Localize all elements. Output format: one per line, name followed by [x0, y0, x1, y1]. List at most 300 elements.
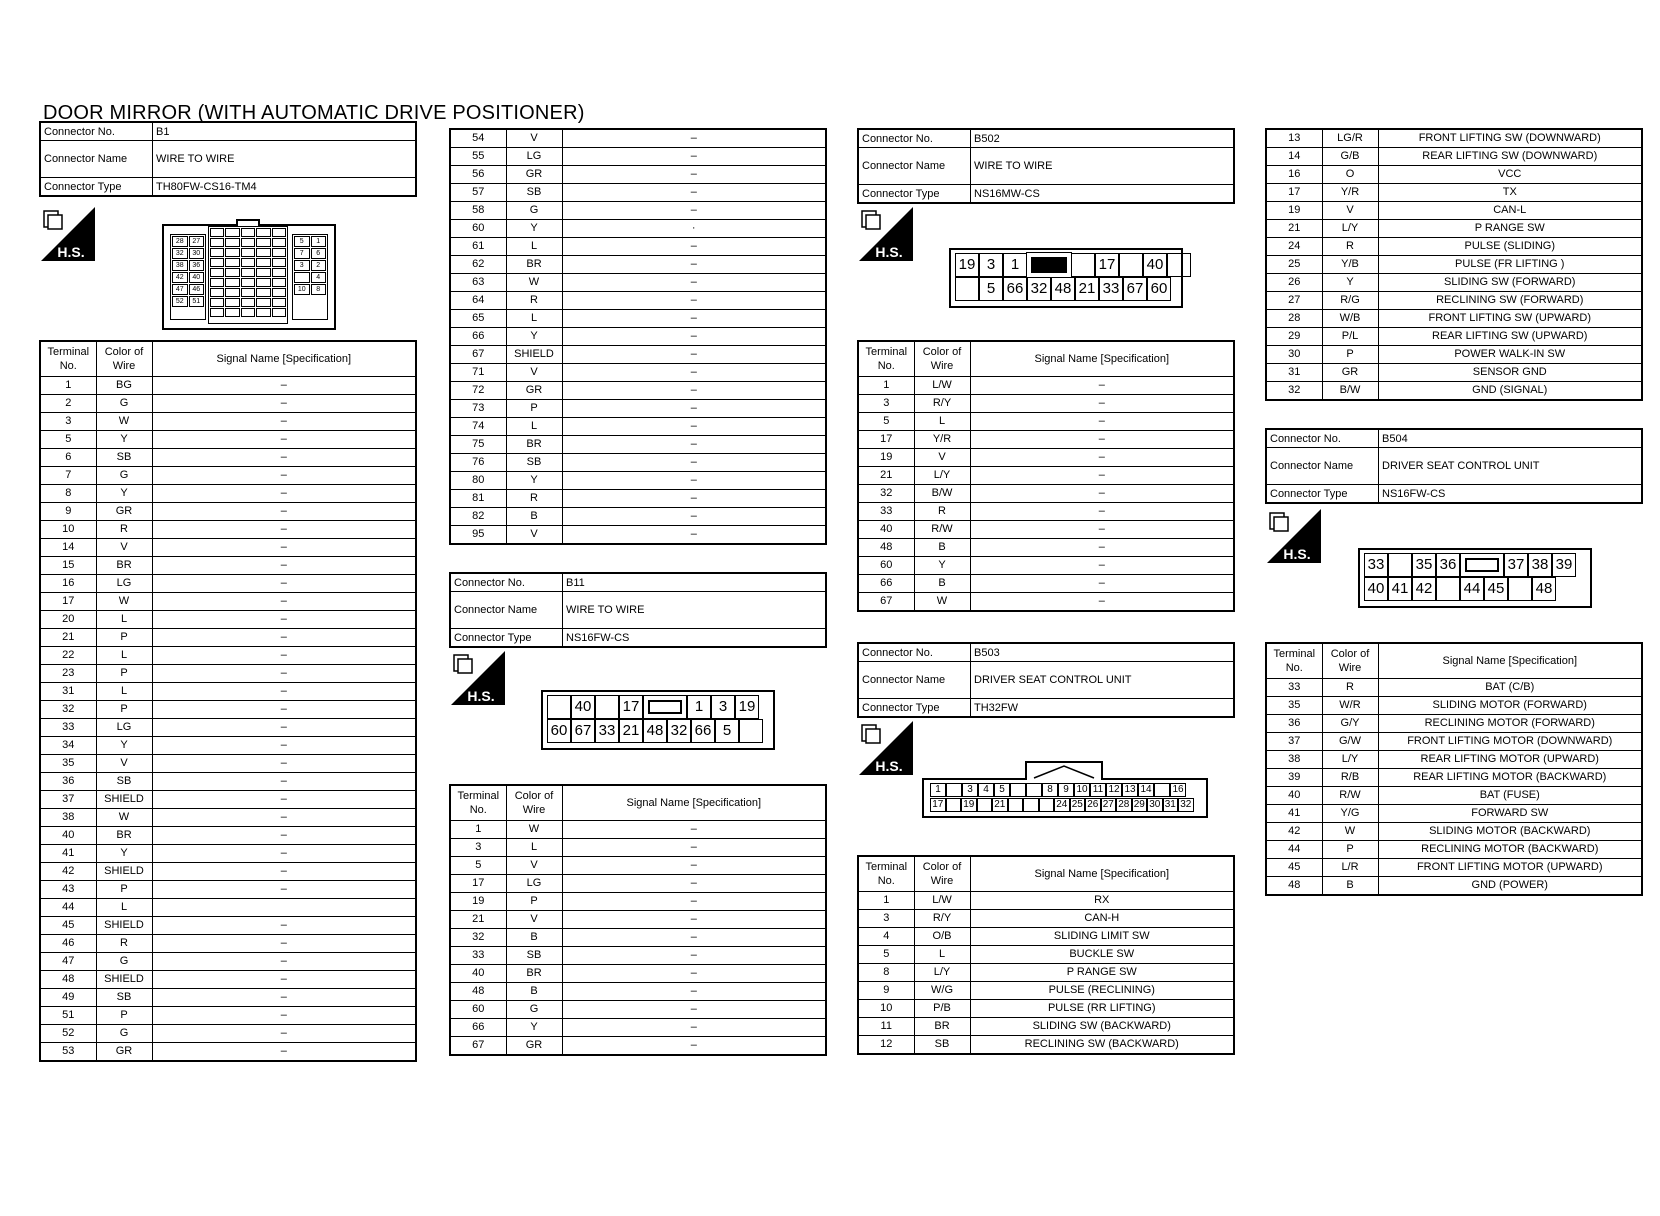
wire-color-cell: R/W [1322, 787, 1378, 805]
wire-color-cell: V [1322, 202, 1378, 220]
connector-pin: 8 [1042, 783, 1058, 797]
table-row [450, 166, 826, 184]
table-row [858, 521, 1234, 539]
terminal-no-cell: 71 [450, 364, 506, 382]
signal-name-cell: RECLINING SW (FORWARD) [1378, 292, 1642, 310]
connector-pin: 51 [189, 296, 205, 307]
connector-pin-cavity [225, 298, 239, 307]
signal-name-cell: – [152, 971, 416, 989]
table-row [1266, 328, 1642, 346]
wire-color-cell: Y/G [1322, 805, 1378, 823]
table-row [40, 521, 416, 539]
wire-color-cell: P [96, 1007, 152, 1025]
connector-name-value: WIRE TO WIRE [153, 141, 417, 178]
wire-color-cell: B [914, 575, 970, 593]
table-row [450, 364, 826, 382]
wire-color-cell: V [506, 857, 562, 875]
terminal-no-cell: 55 [450, 148, 506, 166]
signal-name-cell: PULSE (RECLINING) [970, 982, 1234, 1000]
wire-color-cell: R [96, 935, 152, 953]
terminal-no-cell: 14 [1266, 148, 1322, 166]
signal-name-cell: REAR LIFTING MOTOR (UPWARD) [1378, 751, 1642, 769]
connector-pin: 11 [1090, 783, 1106, 797]
wire-color-cell: V [506, 526, 562, 545]
hs-label: H.S. [875, 244, 903, 260]
wire-color-cell: R [1322, 679, 1378, 697]
wire-color-cell: V [914, 449, 970, 467]
connector-pin [1154, 783, 1170, 797]
connector-type-label: Connector Type [858, 185, 971, 204]
wire-color-cell: SB [96, 773, 152, 791]
connector-pin: 37 [1504, 553, 1528, 577]
terminal-no-cell: 48 [858, 539, 914, 557]
connector-pin-cavity [241, 238, 255, 247]
terminal-no-cell: 13 [1266, 129, 1322, 148]
wire-color-cell: V [96, 539, 152, 557]
connector-pin: 4 [311, 272, 327, 283]
connector-pin: 8 [311, 284, 327, 295]
terminal-no-cell: 5 [40, 431, 96, 449]
terminal-no-cell: 56 [450, 166, 506, 184]
b1-left-block [170, 234, 206, 320]
table-row [450, 875, 826, 893]
wire-color-cell: BR [506, 256, 562, 274]
wire-color-cell: Y [96, 431, 152, 449]
connector-pin-cavity [241, 248, 255, 257]
signal-name-cell: – [562, 508, 826, 526]
signal-header: Signal Name [Specification] [562, 785, 826, 821]
wire-color-cell: B/W [1322, 382, 1378, 401]
connector-pin-cavity [210, 258, 224, 267]
wire-color-cell: L/Y [914, 467, 970, 485]
connector-pin-cavity [225, 248, 239, 257]
connector-pin-cavity [225, 278, 239, 287]
terminal-no-cell: 40 [858, 521, 914, 539]
signal-name-cell: SLIDING SW (BACKWARD) [970, 1018, 1234, 1036]
table-row [40, 845, 416, 863]
table-row [858, 593, 1234, 612]
connector-pin-cavity [272, 278, 286, 287]
wire-color-cell: L/W [914, 892, 970, 910]
signal-name-cell: – [562, 929, 826, 947]
terminal-no-cell: 40 [40, 827, 96, 845]
connector-pin: 17 [1095, 253, 1119, 277]
connector-pin-cavity [241, 298, 255, 307]
connector-no-value: B502 [971, 129, 1235, 148]
terminal-no-cell: 41 [1266, 805, 1322, 823]
terminal-no-cell: 54 [450, 129, 506, 148]
terminal-no-cell: 33 [450, 947, 506, 965]
terminal-no-cell: 57 [450, 184, 506, 202]
signal-name-cell: – [562, 839, 826, 857]
color-header: Color of Wire [506, 785, 562, 821]
terminal-no-cell: 15 [40, 557, 96, 575]
connector-pin [1008, 798, 1024, 812]
terminal-no-cell: 8 [858, 964, 914, 982]
terminal-no-cell: 61 [450, 238, 506, 256]
signal-name-cell: – [562, 256, 826, 274]
connector-face-b1 [162, 224, 336, 330]
signal-name-cell: – [152, 845, 416, 863]
connector-pin: 38 [172, 260, 188, 271]
wire-color-cell: B/W [914, 485, 970, 503]
connector-pin [955, 277, 979, 301]
signal-name-cell: – [562, 129, 826, 148]
table-row [40, 611, 416, 629]
connector-pin: 46 [189, 284, 205, 295]
connector-pin: 26 [1085, 798, 1101, 812]
signal-name-cell: – [152, 521, 416, 539]
signal-name-cell: – [152, 701, 416, 719]
wire-color-cell: G/Y [1322, 715, 1378, 733]
connector-pin: 67 [1123, 277, 1147, 301]
terminal-no-cell: 66 [858, 575, 914, 593]
terminal-no-cell: 60 [450, 220, 506, 238]
terminal-no-cell: 3 [858, 395, 914, 413]
wire-color-cell: BG [96, 377, 152, 395]
connector-pin: 67 [571, 719, 595, 743]
terminal-no-cell: 48 [1266, 877, 1322, 896]
connector-pin [1436, 577, 1460, 601]
connector-pin: 1 [687, 695, 711, 719]
terminal-no-cell: 42 [40, 863, 96, 881]
terminal-no-cell: 17 [450, 875, 506, 893]
connector-pin: 40 [571, 695, 595, 719]
wire-color-cell: R/W [914, 521, 970, 539]
wire-color-cell: P [506, 400, 562, 418]
page-title: DOOR MIRROR (WITH AUTOMATIC DRIVE POSITIONER) [43, 102, 585, 124]
signal-name-cell: – [562, 328, 826, 346]
signal-name-cell: BAT (C/B) [1378, 679, 1642, 697]
wire-color-cell: L [96, 647, 152, 665]
wire-color-cell: L [506, 418, 562, 436]
terminal-table-b11 [449, 784, 827, 1056]
signal-name-cell: – [562, 346, 826, 364]
connector-pin-cavity [256, 288, 270, 297]
table-row [40, 737, 416, 755]
wire-color-cell: B [506, 508, 562, 526]
wire-color-cell: Y [96, 737, 152, 755]
signal-name-cell: – [152, 1025, 416, 1043]
terminal-no-cell: 95 [450, 526, 506, 545]
connector-pin-cavity [272, 298, 286, 307]
table-row [858, 892, 1234, 910]
connector-pin: 10 [1074, 783, 1090, 797]
connector-name-label: Connector Name [40, 141, 153, 178]
connector-pin-cavity [272, 238, 286, 247]
connector-pin: 9 [1058, 783, 1074, 797]
connector-pin [1388, 553, 1412, 577]
table-row [450, 220, 826, 238]
b1-center-block [208, 226, 288, 324]
table-row [858, 503, 1234, 521]
terminal-no-cell: 65 [450, 310, 506, 328]
wire-color-cell: B [1322, 877, 1378, 896]
connector-pin [1071, 253, 1095, 277]
signal-name-cell: – [152, 917, 416, 935]
signal-name-cell: – [562, 166, 826, 184]
wire-color-cell: W [506, 821, 562, 839]
terminal-no-cell: 60 [858, 557, 914, 575]
signal-name-cell: P RANGE SW [1378, 220, 1642, 238]
signal-name-cell: – [562, 148, 826, 166]
wire-color-cell: LG/R [1322, 129, 1378, 148]
connector-pin: 30 [1147, 798, 1163, 812]
terminal-no-cell: 52 [40, 1025, 96, 1043]
connector-pin: 47 [172, 284, 188, 295]
connector-pin: 42 [1412, 577, 1436, 601]
wire-color-cell: P/B [914, 1000, 970, 1018]
wire-color-cell: P [1322, 346, 1378, 364]
terminal-no-cell: 3 [40, 413, 96, 431]
signal-name-cell: – [562, 526, 826, 545]
connector-pin-cavity [210, 298, 224, 307]
table-row [40, 377, 416, 395]
connector-pin: 27 [189, 236, 205, 247]
wire-color-cell: R [914, 503, 970, 521]
wire-color-cell: G/W [1322, 733, 1378, 751]
terminal-no-cell: 74 [450, 418, 506, 436]
connector-name-label: Connector Name [1266, 448, 1379, 485]
connector-face-b504 [1358, 548, 1592, 608]
connector-name-label: Connector Name [858, 662, 971, 699]
table-row [40, 989, 416, 1007]
connector-pin [1039, 798, 1055, 812]
table-row [450, 256, 826, 274]
connector-type-value: NS16MW-CS [971, 185, 1235, 204]
connector-no-value: B11 [563, 573, 827, 592]
signal-name-cell: – [152, 881, 416, 899]
table-row [1266, 859, 1642, 877]
wire-color-cell: P [506, 893, 562, 911]
wire-color-cell: Y [506, 472, 562, 490]
wire-color-cell: R [1322, 238, 1378, 256]
signal-name-cell: – [970, 539, 1234, 557]
signal-name-cell: REAR LIFTING MOTOR (BACKWARD) [1378, 769, 1642, 787]
terminal-no-cell: 21 [858, 467, 914, 485]
connector-pin: 13 [1122, 783, 1138, 797]
signal-name-cell: – [152, 503, 416, 521]
wire-color-cell: L [96, 611, 152, 629]
connector-pin-cavity [241, 278, 255, 287]
wire-color-cell: G [96, 395, 152, 413]
connector-pin: 3 [962, 783, 978, 797]
table-row [858, 449, 1234, 467]
table-row [1266, 697, 1642, 715]
wire-color-cell: W [96, 593, 152, 611]
terminal-no-cell: 17 [1266, 184, 1322, 202]
wire-color-cell: Y/B [1322, 256, 1378, 274]
signal-name-cell: – [562, 292, 826, 310]
table-row [40, 881, 416, 899]
table-row [450, 148, 826, 166]
table-row [1266, 292, 1642, 310]
connector-pin: 52 [172, 296, 188, 307]
connector-info-b504 [1265, 428, 1643, 504]
color-header: Color of Wire [96, 341, 152, 377]
connector-pin: 40 [189, 272, 205, 283]
terminal-no-cell: 9 [858, 982, 914, 1000]
connector-type-label: Connector Type [40, 178, 153, 197]
table-row [40, 413, 416, 431]
table-row [450, 893, 826, 911]
signal-name-cell: – [152, 629, 416, 647]
connector-pin [643, 695, 687, 719]
signal-name-cell: RECLINING MOTOR (FORWARD) [1378, 715, 1642, 733]
signal-name-cell: – [152, 827, 416, 845]
connector-pin: 7 [294, 248, 310, 259]
hs-label: H.S. [875, 758, 903, 774]
table-row [1266, 148, 1642, 166]
wire-color-cell: O/B [914, 928, 970, 946]
signal-name-cell: – [152, 683, 416, 701]
table-row [1266, 823, 1642, 841]
wire-color-cell: G [96, 1025, 152, 1043]
connector-pin [739, 719, 763, 743]
connector-pin: 21 [619, 719, 643, 743]
terminal-no-cell: 33 [1266, 679, 1322, 697]
connector-type-label: Connector Type [858, 699, 971, 718]
connector-pin: 33 [595, 719, 619, 743]
signal-name-cell: – [152, 575, 416, 593]
connector-pin [946, 783, 962, 797]
connector-pin: 40 [1364, 577, 1388, 601]
table-row [858, 1000, 1234, 1018]
terminal-no-cell: 67 [450, 1037, 506, 1056]
table-row [450, 472, 826, 490]
connector-pin: 32 [1178, 798, 1194, 812]
table-row [40, 791, 416, 809]
table-row [1266, 715, 1642, 733]
connector-pin-cavity [210, 268, 224, 277]
connector-pin: 19 [955, 253, 979, 277]
connector-name-value: WIRE TO WIRE [563, 592, 827, 629]
connector-pin: 2 [311, 260, 327, 271]
table-row [1266, 129, 1642, 148]
b1-right-block [292, 234, 328, 320]
signal-name-cell: · [562, 220, 826, 238]
signal-header: Signal Name [Specification] [970, 856, 1234, 892]
wire-color-cell: SHIELD [96, 971, 152, 989]
table-row [858, 910, 1234, 928]
signal-name-cell: – [152, 377, 416, 395]
wire-color-cell: L/Y [1322, 220, 1378, 238]
terminal-table-b504 [1265, 642, 1643, 896]
terminal-no-cell: 21 [1266, 220, 1322, 238]
terminal-no-cell: 66 [450, 1019, 506, 1037]
connector-pin-cavity [225, 268, 239, 277]
table-row [40, 557, 416, 575]
signal-name-cell: – [152, 809, 416, 827]
terminal-no-cell: 67 [858, 593, 914, 612]
color-header: Color of Wire [914, 856, 970, 892]
connector-no-value: B503 [971, 643, 1235, 662]
connector-pin [1460, 553, 1504, 577]
hs-icon [859, 207, 913, 261]
table-row [40, 755, 416, 773]
wire-color-cell: R/G [1322, 292, 1378, 310]
signal-name-cell: – [152, 953, 416, 971]
wire-color-cell: Y/R [914, 431, 970, 449]
table-row [858, 946, 1234, 964]
connector-name-label: Connector Name [858, 148, 971, 185]
table-row [450, 436, 826, 454]
signal-name-cell: SLIDING MOTOR (BACKWARD) [1378, 823, 1642, 841]
connector-pin [1023, 798, 1039, 812]
terminal-no-cell: 19 [450, 893, 506, 911]
connector-pin: 60 [1147, 277, 1171, 301]
connector-pin-cavity [210, 228, 224, 237]
table-row [40, 395, 416, 413]
table-row [1266, 184, 1642, 202]
connector-pin: 24 [1054, 798, 1070, 812]
terminal-no-cell: 34 [40, 737, 96, 755]
hs-icon [451, 651, 505, 705]
wire-color-cell: SHIELD [96, 791, 152, 809]
terminal-table-b503-b [1265, 128, 1643, 401]
connector-face-b502 [949, 248, 1183, 308]
table-row [450, 1037, 826, 1056]
signal-name-cell: – [152, 737, 416, 755]
signal-name-cell [152, 899, 416, 917]
connector-no-value: B1 [153, 122, 417, 141]
terminal-no-cell: 41 [40, 845, 96, 863]
terminal-no-cell: 48 [450, 983, 506, 1001]
signal-name-cell: – [562, 454, 826, 472]
connector-pin-cavity [225, 258, 239, 267]
wire-color-cell: G [506, 202, 562, 220]
connector-pin: 4 [978, 783, 994, 797]
terminal-no-cell: 48 [40, 971, 96, 989]
table-row [450, 454, 826, 472]
table-row [858, 964, 1234, 982]
terminal-no-cell: 37 [1266, 733, 1322, 751]
wire-color-cell: BR [96, 557, 152, 575]
connector-pin-cavity [256, 228, 270, 237]
signal-name-cell: – [152, 935, 416, 953]
wire-color-cell: W [506, 274, 562, 292]
signal-name-cell: – [562, 418, 826, 436]
table-row [858, 575, 1234, 593]
wire-color-cell: GR [506, 1037, 562, 1056]
signal-name-cell: – [562, 1037, 826, 1056]
signal-name-cell: – [152, 755, 416, 773]
connector-pin-cavity [210, 308, 224, 317]
signal-name-cell: – [562, 382, 826, 400]
terminal-no-cell: 5 [450, 857, 506, 875]
connector-pin: 1 [311, 236, 327, 247]
table-row [1266, 787, 1642, 805]
table-row [858, 413, 1234, 431]
table-row [1266, 877, 1642, 896]
table-row [1266, 310, 1642, 328]
wire-color-cell: SHIELD [506, 346, 562, 364]
connector-pin [1167, 253, 1191, 277]
table-row [40, 953, 416, 971]
terminal-no-cell: 40 [1266, 787, 1322, 805]
table-row [1266, 733, 1642, 751]
terminal-no-cell: 72 [450, 382, 506, 400]
terminal-no-cell: 3 [858, 910, 914, 928]
signal-name-cell: VCC [1378, 166, 1642, 184]
connector-face-b11 [541, 690, 775, 750]
wire-color-cell: B [506, 983, 562, 1001]
table-row [450, 328, 826, 346]
connector-pin-cavity [272, 228, 286, 237]
wire-color-cell: SB [506, 184, 562, 202]
wire-color-cell: V [506, 364, 562, 382]
terminal-no-cell: 82 [450, 508, 506, 526]
